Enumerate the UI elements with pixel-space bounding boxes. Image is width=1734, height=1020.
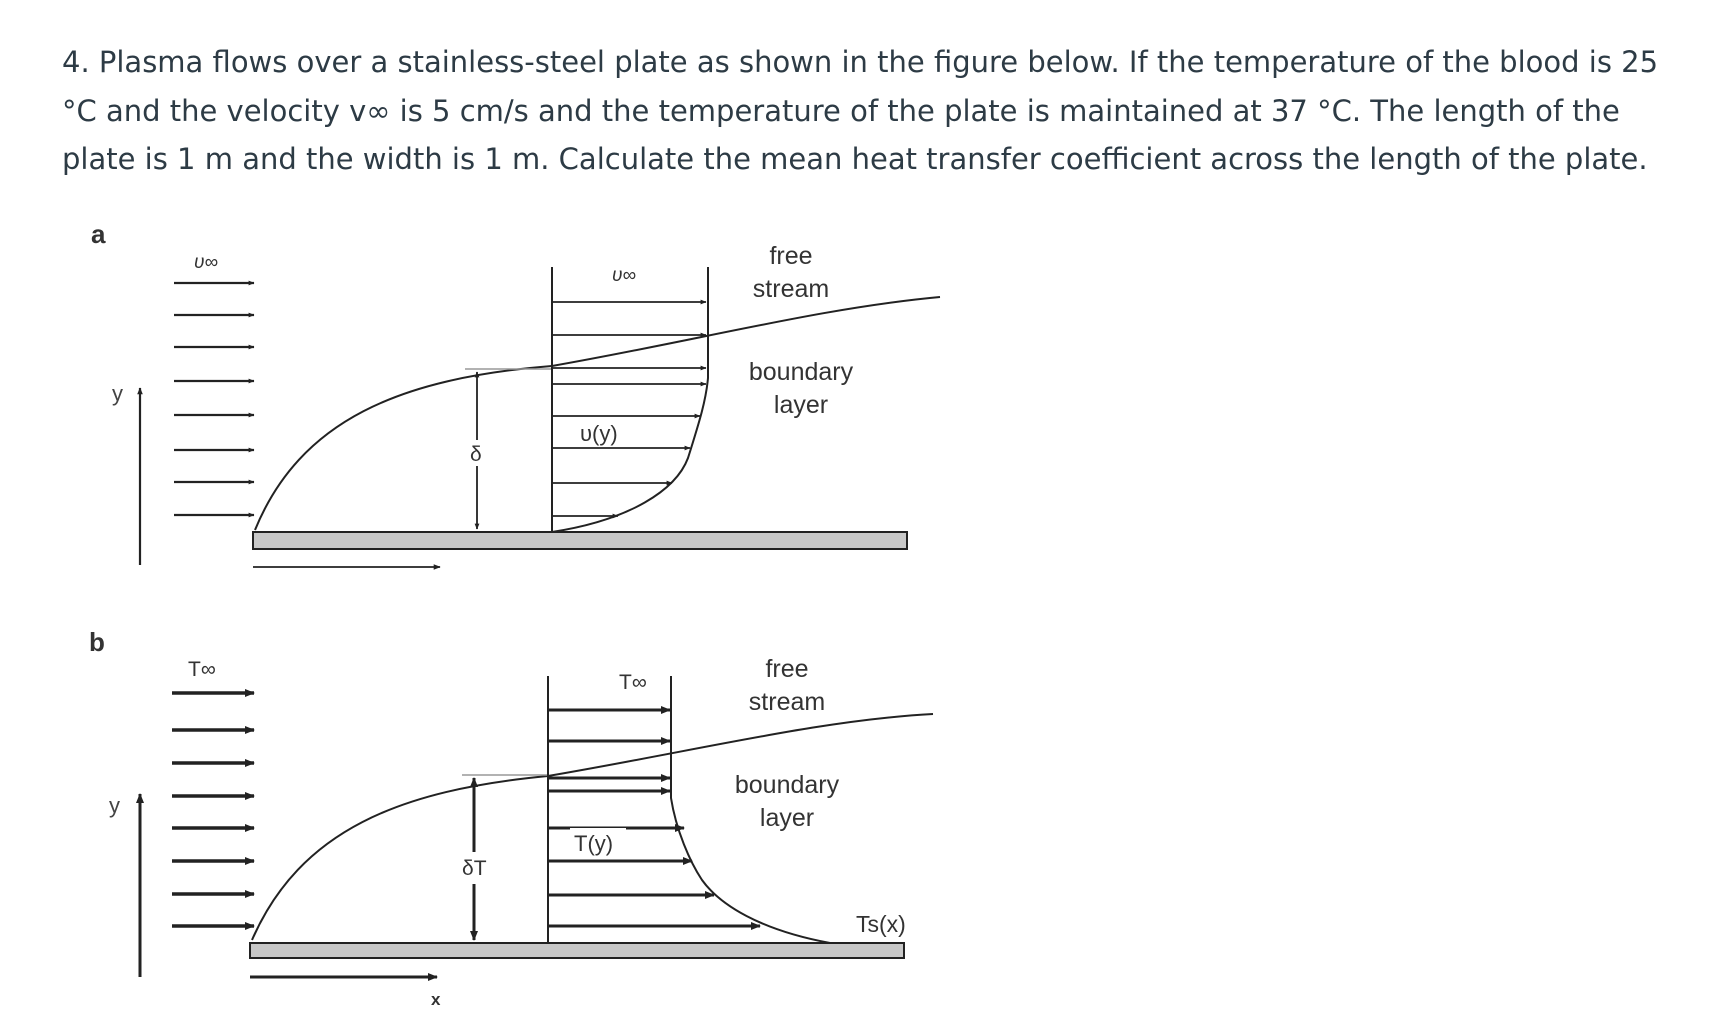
panel-a-profile-top-label: υ∞ — [612, 265, 636, 286]
panel-b-profile-top-label: T∞ — [619, 671, 647, 694]
panel-a-thickness-label: δ — [470, 443, 482, 466]
panel-b-free-stream-label-line1: free — [765, 655, 809, 683]
panel-a-boundary-layer-label-line2: layer — [773, 391, 829, 419]
panel-a-boundary-layer-label-line1: boundary — [748, 358, 854, 386]
panel-b-freestream-arrows — [172, 693, 254, 926]
panel-a-profile-arrows — [552, 302, 706, 516]
panel-b-plate — [250, 943, 904, 958]
panel-a-freestream-velocity-label: υ∞ — [194, 252, 218, 273]
panel-b-x-label: x — [431, 990, 441, 1009]
panel-b-surface-temperature-label: Ts(x) — [856, 911, 906, 937]
panel-b-thickness-label: δT — [462, 857, 487, 880]
panel-a-boundary-layer-edge — [255, 297, 940, 530]
panel-a-velocity-profile — [552, 298, 708, 532]
panel-b-boundary-layer-label-line1: boundary — [734, 771, 840, 799]
panel-b-letter: b — [89, 627, 105, 657]
panel-b-freestream-temperature-label: T∞ — [188, 658, 216, 681]
panel-b-boundary-layer-label-line2: layer — [759, 804, 815, 832]
panel-a-letter: a — [91, 219, 106, 249]
question-text: 4. Plasma flows over a stainless-steel plate as shown in the figure below. If the temperature of the blood is 25 °C and the velocity v∞ is 5 cm/s and the temperature of the plate is maintained at 37 °C. The length of the plate is 1 m and the width is 1 m. Calculate the mean heat transfer coefficient across the length of the plate. — [62, 45, 1659, 176]
panel-a-free-stream-label-line2: stream — [752, 275, 830, 303]
panel-a-plate — [253, 532, 907, 549]
panel-a — [91, 219, 940, 567]
panel-b — [89, 627, 933, 1009]
panel-b-profile-label: T(y) — [574, 831, 614, 856]
panel-b-y-label: y — [109, 793, 120, 818]
panel-a-y-label: y — [112, 381, 123, 406]
panel-a-freestream-arrows — [174, 283, 254, 515]
panel-a-free-stream-label-line1: free — [769, 242, 813, 270]
panel-b-free-stream-label-line2: stream — [748, 688, 826, 716]
panel-a-profile-label: υ(y) — [580, 421, 618, 446]
